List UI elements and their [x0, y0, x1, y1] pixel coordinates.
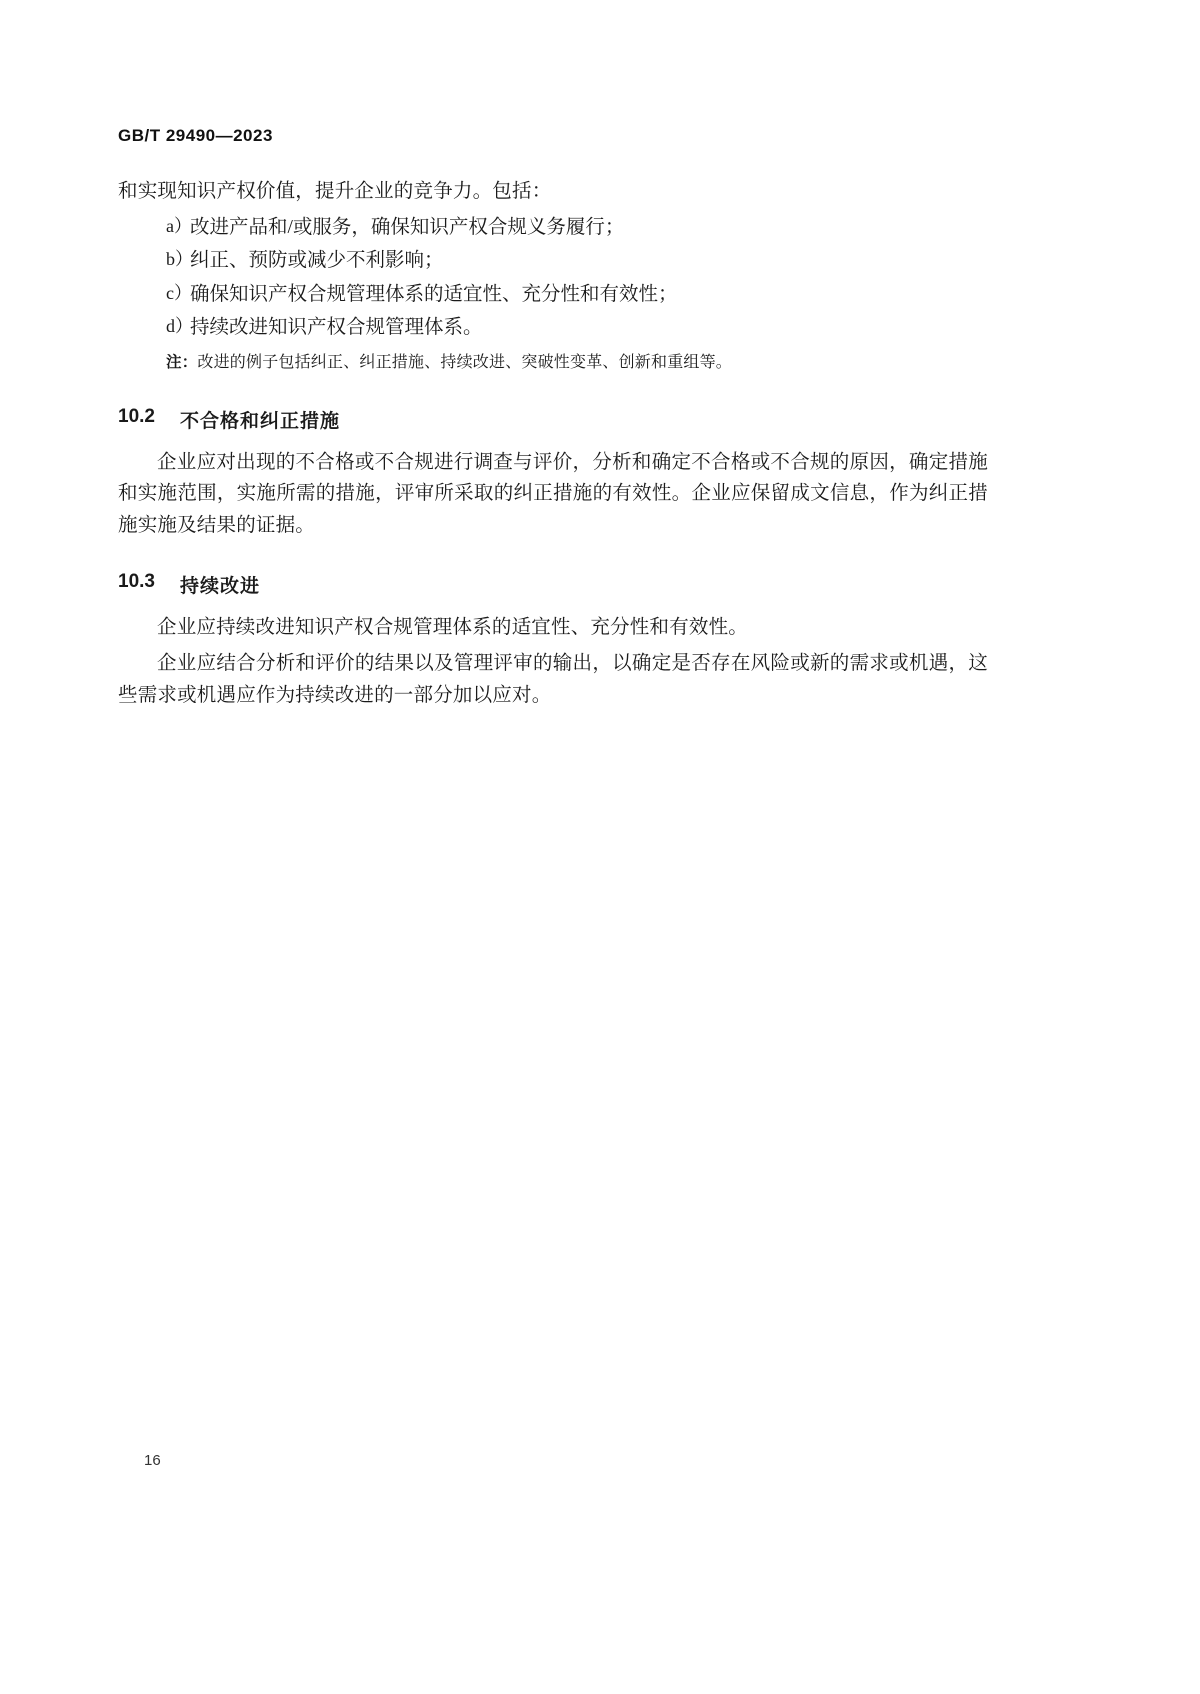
- section-number: 10.2: [118, 405, 155, 427]
- list-item-label: 持续改进知识产权合规管理体系。: [190, 317, 483, 339]
- section-number: 10.3: [118, 571, 155, 593]
- intro-paragraph: 和实现知识产权价值，提升企业的竞争力。包括：: [118, 181, 552, 202]
- note-text: 改进的例子包括纠正、纠正措施、持续改进、突破性变革、创新和重组等。: [197, 353, 733, 371]
- list-item: [118, 279, 988, 311]
- section-10-3-paragraph-2: 企业应结合分析和评价的结果以及管理评审的输出，以确定是否存在风险或新的需求或机遇，这些需求或机遇应作为持续改进的一部分加以应对。: [118, 653, 988, 706]
- section-heading-10-2: [118, 406, 988, 433]
- list-item-label: 纠正、预防或减少不利影响；: [190, 250, 444, 272]
- list-item: [118, 212, 988, 244]
- section-10-2-paragraph-1: 企业应对出现的不合格或不合规进行调查与评价，分析和确定不合格或不合规的原因，确定措施和实施范围，实施所需的措施，评审所采取的纠正措施的有效性。企业应保留成文信息，作为纠正措施实施及结果的证据。: [118, 451, 988, 536]
- page-content: [118, 126, 988, 711]
- section-heading-10-3: [118, 571, 988, 598]
- list-item-label: 确保知识产权合规管理体系的适宜性、充分性和有效性；: [190, 283, 678, 305]
- list-item-label: 改进产品和/或服务，确保知识产权合规义务履行；: [190, 216, 625, 238]
- section-10-3-paragraph-1: 企业应持续改进知识产权合规管理体系的适宜性、充分性和有效性。: [157, 617, 749, 639]
- list-item: [118, 245, 988, 277]
- page-number: 16: [144, 1452, 161, 1469]
- note-block: [118, 350, 988, 376]
- improvement-list: [118, 212, 988, 344]
- section-title: 持续改进: [180, 576, 261, 598]
- list-item: [118, 312, 988, 344]
- list-item-marker: d）: [166, 316, 193, 337]
- section-title: 不合格和纠正措施: [180, 410, 341, 432]
- list-item-marker: b）: [166, 249, 193, 270]
- list-item-marker: c）: [166, 282, 192, 303]
- list-item-marker: a）: [166, 215, 192, 236]
- note-label: 注：: [166, 353, 198, 371]
- standard-number-header: GB/T 29490—2023: [118, 126, 273, 145]
